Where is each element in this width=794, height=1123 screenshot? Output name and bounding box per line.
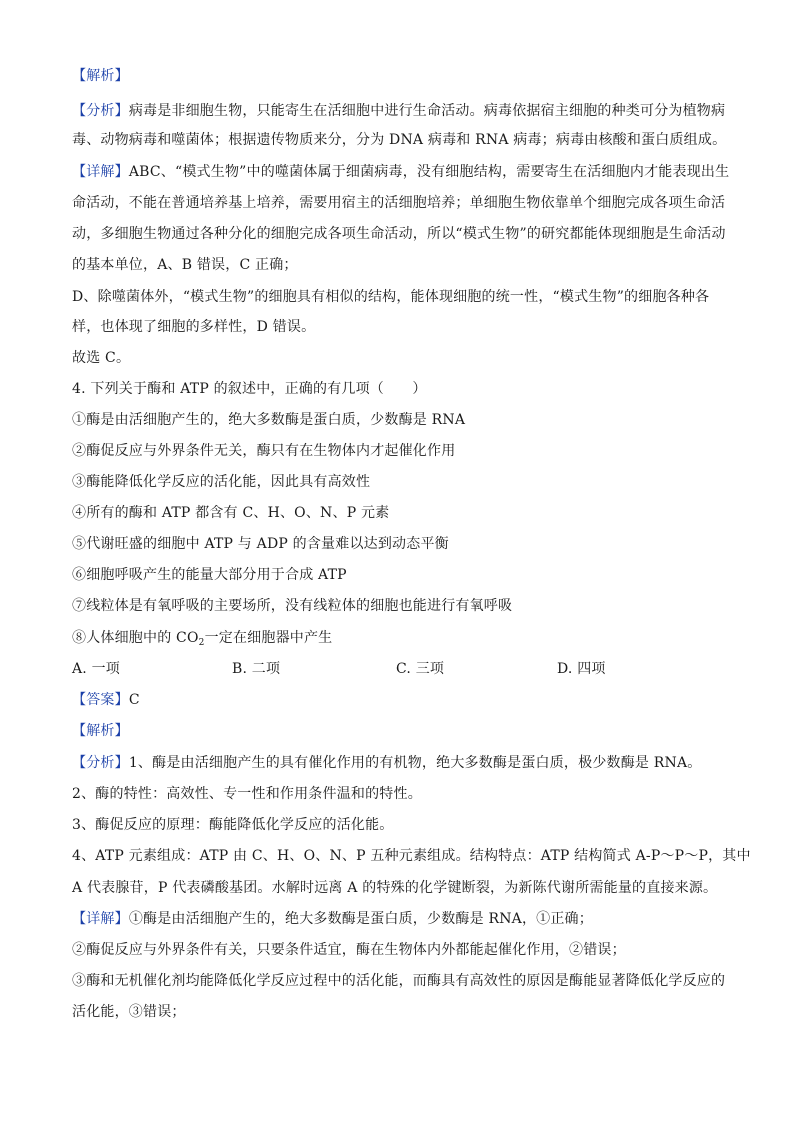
analysis-paragraph-line: 【分析】病毒是非细胞生物，只能寄生在活细胞中进行生命活动。病毒依据宿主细胞的种类可分为植物病 bbox=[72, 103, 726, 119]
option-d: D. 四项 bbox=[557, 661, 606, 677]
statement-item: ⑤代谢旺盛的细胞中 ATP 与 ADP 的含量难以达到动态平衡 bbox=[72, 536, 449, 552]
section-tag-daan: 【答案】 bbox=[72, 692, 129, 708]
statement-item: ③酶能降低化学反应的活化能，因此具有高效性 bbox=[72, 474, 371, 490]
section-tag-xiangjie: 【详解】 bbox=[72, 911, 129, 927]
analysis-paragraph-line: 3、酶促反应的原理：酶能降低化学反应的活化能。 bbox=[72, 817, 394, 833]
question-stem: 4. 下列关于酶和 ATP 的叙述中，正确的有几项（ ） bbox=[72, 381, 427, 397]
option-b: B. 二项 bbox=[232, 661, 281, 677]
analysis-paragraph-line: A 代表腺苷，P 代表磷酸基团。水解时远离 A 的特殊的化学键断裂，为新陈代谢所需能量的直接来源。 bbox=[72, 880, 718, 896]
detail-paragraph-line: 【详解】①酶是由活细胞产生的，绝大多数酶是蛋白质，少数酶是 RNA，①正确； bbox=[72, 911, 593, 927]
analysis-paragraph-line: 2、酶的特性：高效性、专一性和作用条件温和的特性。 bbox=[72, 786, 422, 802]
section-tag-jiexi: 【解析】 bbox=[72, 68, 129, 84]
detail-paragraph-line: D、除噬菌体外，“模式生物”的细胞具有相似的结构，能体现细胞的统一性，“模式生物”的细胞各种各 bbox=[72, 289, 710, 305]
option-a: A. 一项 bbox=[72, 661, 121, 677]
statement-item: ④所有的酶和 ATP 都含有 C、H、O、N、P 元素 bbox=[72, 505, 390, 521]
statement-item: ⑧人体细胞中的 $CO_2$一定在细胞器中产生 bbox=[72, 630, 333, 648]
answer-value: C bbox=[128, 692, 140, 708]
section-tag-xiangjie: 【详解】 bbox=[72, 164, 129, 180]
detail-paragraph-line: ③酶和无机催化剂均能降低化学反应过程中的活化能，而酶具有高效性的原因是酶能显著降低化学反应的 bbox=[72, 973, 726, 989]
analysis-paragraph-line: 毒、动物病毒和噬菌体；根据遗传物质来分，分为 DNA 病毒和 RNA 病毒；病毒由核酸和蛋白质组成。 bbox=[72, 132, 727, 148]
statement-item: ⑥细胞呼吸产生的能量大部分用于合成 ATP bbox=[72, 567, 347, 583]
detail-paragraph-line: 故选 C。 bbox=[72, 350, 131, 366]
detail-paragraph-line: 【详解】ABC、“模式生物”中的噬菌体属于细菌病毒，没有细胞结构，需要寄生在活细胞内才能表现出生 bbox=[72, 164, 730, 180]
detail-paragraph-line: ②酶促反应与外界条件有关，只要条件适宜，酶在生物体内外都能起催化作用，②错误； bbox=[72, 942, 626, 958]
analysis-paragraph-line: 【分析】1、酶是由活细胞产生的具有催化作用的有机物，绝大多数酶是蛋白质，极少数酶是 RNA。 bbox=[72, 755, 702, 771]
detail-paragraph-line: 命活动，不能在普通培养基上培养，需要用宿主的活细胞培养；单细胞生物依靠单个细胞完成各项生命活 bbox=[72, 195, 726, 211]
section-tag-jiexi: 【解析】 bbox=[72, 723, 129, 739]
statement-item: ⑦线粒体是有氧呼吸的主要场所，没有线粒体的细胞也能进行有氧呼吸 bbox=[72, 598, 513, 614]
answer-line bbox=[72, 690, 732, 710]
detail-paragraph-line: 的基本单位，A、B 错误，C 正确； bbox=[72, 257, 298, 273]
detail-paragraph-line: 动，多细胞生物通过各种分化的细胞完成各项生命活动，所以“模式生物”的研究都能体现细胞是生命活动 bbox=[72, 226, 726, 242]
analysis-paragraph-line: 4、ATP 元素组成：ATP 由 C、H、O、N、P 五种元素组成。结构特点：ATP 结构简式 A-P～P～P，其中 bbox=[72, 848, 751, 864]
detail-paragraph-line: 活化能，③错误； bbox=[72, 1004, 186, 1020]
option-c: C. 三项 bbox=[396, 661, 445, 677]
section-tag-fenxi: 【分析】 bbox=[72, 103, 129, 119]
section-tag-fenxi: 【分析】 bbox=[72, 755, 129, 771]
detail-paragraph-line: 样，也体现了细胞的多样性，D 错误。 bbox=[72, 319, 316, 335]
statement-item: ②酶促反应与外界条件无关，酶只有在生物体内才起催化作用 bbox=[72, 443, 456, 459]
statement-item: ①酶是由活细胞产生的，绝大多数酶是蛋白质，少数酶是 RNA bbox=[72, 412, 466, 428]
